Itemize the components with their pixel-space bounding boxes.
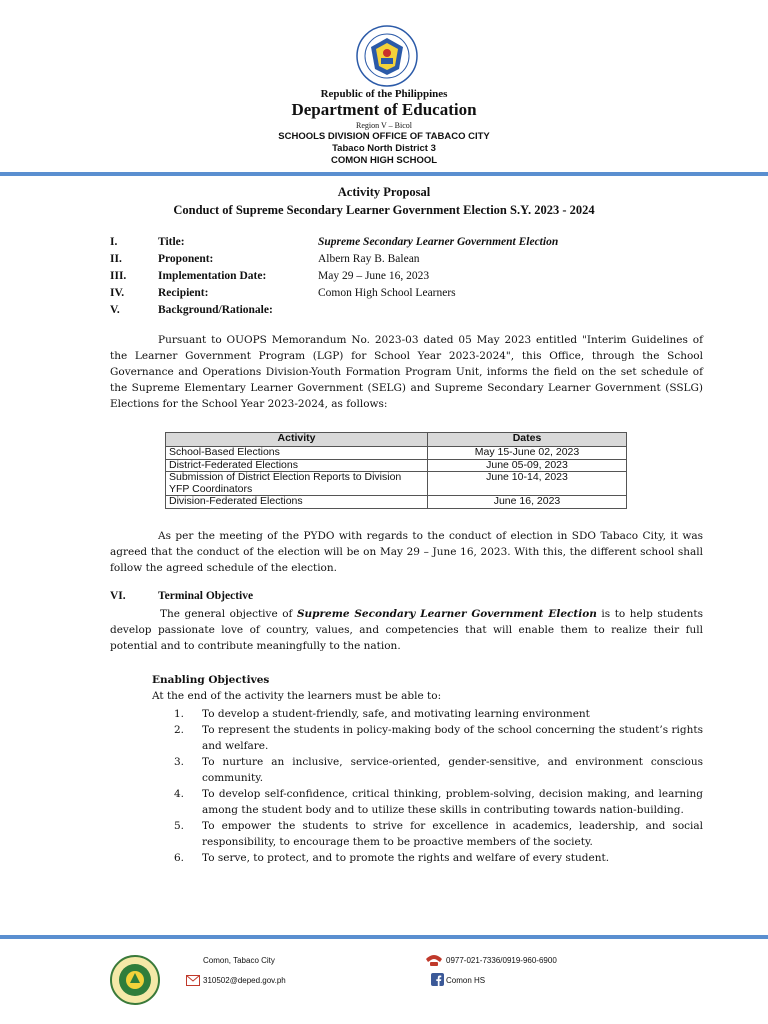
meeting-paragraph [110,528,703,576]
list-item [152,786,703,818]
info-number: II. [110,253,122,265]
info-value: Supreme Secondary Learner Government Election [318,236,559,248]
info-value: Albern Ray B. Balean [318,253,420,265]
section-number: VI. [110,590,126,602]
phone-icon [424,953,444,967]
terminal-objective-text [110,606,703,654]
facebook-icon [431,973,444,986]
info-number: I. [110,236,118,248]
info-value: May 29 – June 16, 2023 [318,270,430,282]
footer-address: Comon, Tabaco City [203,956,275,965]
list-item-text: To empower the students to strive for excellence in academics, leadership, and social responsibility, to encourage them to be proactive members of the society. [202,820,703,848]
list-item-number: 1. [174,708,185,720]
footer-email[interactable]: 310502@deped.gov.ph [203,976,286,985]
enabling-objectives-list [152,706,703,866]
table-row [166,496,627,509]
table-cell-activity: Division-Federated Elections [166,496,428,509]
objective-text-start: The general objective of [160,608,297,620]
list-item [152,706,703,722]
list-item-number: 4. [174,788,185,800]
republic-label: Republic of the Philippines [320,88,448,100]
list-item-text: To develop self-confidence, critical thinking, problem-solving, decision making, and learning among the student body and to utilize these skills in contributing towards nation-building. [202,788,703,816]
table-cell-activity: District-Federated Elections [166,459,428,472]
list-item-text: To serve, to protect, and to promote the rights and welfare of every student. [202,852,610,864]
objective-text-end: is to help students develop passionate love of country, values, and competencies that will enable them to realize their full potential and to contribute meaningfully to the nation. [110,608,703,652]
enabling-objectives-intro: At the end of the activity the learners must be able to: [152,690,442,702]
table-cell-date: June 05-09, 2023 [428,459,627,472]
footer-facebook[interactable]: Comon HS [446,976,486,985]
info-label: Recipient: [158,287,209,299]
mail-icon [186,975,200,986]
list-item-number: 5. [174,820,185,832]
region-label: Region V – Bicol [356,121,412,130]
list-item [152,754,703,786]
list-item-text: To nurture an inclusive, service-oriented, gender-sensitive, and environment conscious community. [202,756,703,784]
list-item-text: To develop a student-friendly, safe, and motivating learning environment [202,708,590,720]
list-item [152,850,703,866]
info-number: V. [110,304,120,316]
objective-activity-name: Supreme Secondary Learner Government Election [296,608,597,620]
info-number: IV. [110,287,125,299]
terminal-objective-heading [110,590,254,602]
department-name: Department of Education [291,100,477,119]
info-label: Background/Rationale: [158,304,273,316]
table-cell-date: June 16, 2023 [428,496,627,509]
list-item [152,722,703,754]
list-item [152,818,703,850]
info-label: Title: [158,236,185,248]
division-label: SCHOOLS DIVISION OFFICE OF TABACO CITY [278,131,490,142]
background-paragraph [110,332,703,412]
table-header-row [166,433,627,447]
table-cell-activity: Submission of District Election Reports to Division YFP Coordinators [166,472,428,496]
info-label: Implementation Date: [158,270,267,282]
section-title: Terminal Objective [158,590,254,602]
list-item-number: 3. [174,756,185,768]
district-label: Tabaco North District 3 [332,143,436,154]
document-subtitle: Conduct of Supreme Secondary Learner Government Election S.Y. 2023 - 2024 [173,203,595,217]
header-divider [0,172,768,176]
footer-phone: 0977-021-7336/0919-960-6900 [446,956,557,965]
meeting-text: As per the meeting of the PYDO with regards to the conduct of election in SDO Tabaco City, it was agreed that the conduct of the election will be on May 29 – June 16, 2023. With this, the different school shall follow the agreed schedule of the election. [110,530,703,574]
background-text: Pursuant to OUOPS Memorandum No. 2023-03 dated 05 May 2023 entitled "Interim Guidelines of the Learner Government Program (LGP) for School Year 2023-2024", this Office, through the School Governance and Operations Division-Youth Formation Program Unit, informs the field on the set schedule of the Supreme Elementary Learner Government (SELG) and Supreme Secondary Learner Government (SSLG) Elections for the School Year 2023-2024, as follows: [110,334,703,410]
list-item-number: 6. [174,852,185,864]
info-number: III. [110,270,127,282]
table-cell-activity: School-Based Elections [166,447,428,460]
table-header-dates: Dates [428,433,627,447]
table-row [166,459,627,472]
document-title: Activity Proposal [337,185,431,199]
list-item-number: 2. [174,724,185,736]
enabling-objectives-heading: Enabling Objectives [152,674,270,686]
table-header-activity: Activity [166,433,428,447]
schedule-table [165,432,627,509]
list-item-text: To represent the students in policy-making body of the school concerning the student’s rights and welfare. [202,724,703,752]
footer-divider [0,935,768,939]
info-value: Comon High School Learners [318,287,456,299]
table-row [166,447,627,460]
deped-seal-icon [356,25,418,87]
school-logo-icon [110,955,160,1005]
school-name: COMON HIGH SCHOOL [330,155,438,166]
info-label: Proponent: [158,253,214,265]
table-row [166,472,627,496]
table-cell-date: June 10-14, 2023 [428,472,627,496]
table-cell-date: May 15-June 02, 2023 [428,447,627,460]
